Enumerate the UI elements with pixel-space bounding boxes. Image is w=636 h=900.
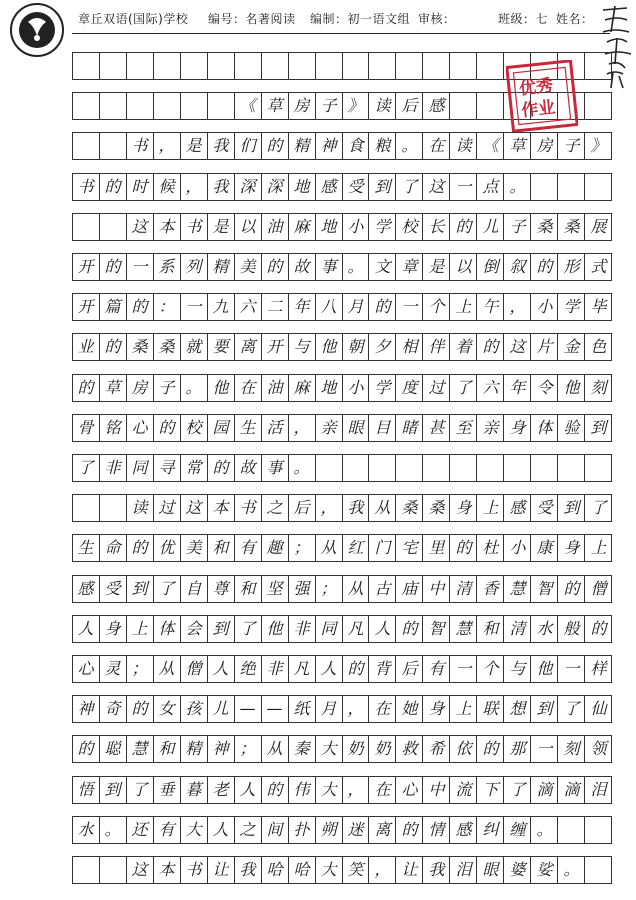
essay-line: 书 的 时 候 ， 我 深 深 地 感 受 到 了 这 一 点 。: [77, 176, 526, 196]
grid-row: [72, 374, 612, 402]
essay-line: 书 ， 是 我 们 的 精 神 食 粮 。 在 读 《 草 房 子 》: [131, 136, 607, 156]
grid-row: [72, 776, 612, 804]
essay-line: 骨 铭 心 的 校 园 生 活 ， 亲 眼 目 睹 甚 至 亲 身 体 验 到: [77, 417, 607, 437]
essay-line: 人 身 上 体 会 到 了 他 非 同 凡 人 的 智 慧 和 清 水 般 的: [77, 618, 607, 638]
grid-row: [72, 173, 612, 201]
essay-line: 读 过 这 本 书 之 后 ， 我 从 桑 桑 身 上 感 受 到 了: [131, 498, 607, 518]
essay-line: 的 草 房 子 。 他 在 油 麻 地 小 学 度 过 了 六 年 令 他 刻: [77, 377, 607, 397]
essay-line: 这 本 书 让 我 哈 哈 大 笑 ， 让 我 泪 眼 婆 娑 。: [131, 860, 580, 879]
excellent-homework-stamp-icon: [506, 60, 578, 132]
grid-row: [72, 132, 612, 160]
grid-row: [72, 735, 612, 763]
editor-label: 编制：初一语文组: [310, 12, 411, 26]
grid-row: [72, 534, 612, 562]
grid-row: [72, 414, 612, 442]
essay-line: 水 。 还 有 大 人 之 间 扑 朔 迷 离 的 情 感 纠 缠 。: [77, 819, 553, 839]
essay-line: 感 受 到 了 自 尊 和 坚 强 ； 从 古 庙 中 清 香 慧 智 的 僧: [77, 578, 607, 598]
essay-line: 的 聪 慧 和 精 神 ； 从 秦 大 奶 奶 救 希 依 的 那 一 刻 领: [77, 739, 607, 759]
essay-line: 悟 到 了 垂 暮 老 人 的 伟 大 ， 在 心 中 流 下 了 滴 滴 泪: [77, 779, 607, 799]
grid-row: [72, 333, 612, 361]
grid-row: [72, 816, 612, 844]
essay-line: 开 的 一 系 列 精 美 的 故 事 。 文 章 是 以 倒 叙 的 形 式: [77, 257, 607, 276]
essay-line: 生 命 的 优 美 和 有 趣 ； 从 红 门 宅 里 的 杜 小 康 身 上: [77, 538, 607, 558]
grid-row: [72, 253, 612, 281]
review-label: 审核：: [418, 12, 456, 26]
grid-row: [72, 615, 612, 643]
class-label: 班级：七: [498, 12, 549, 26]
essay-line: 神 奇 的 女 孩 儿 — — 纸 月 ， 在 她 身 上 联 想 到 了 仙: [77, 699, 607, 719]
header-rule: [72, 33, 610, 34]
school-logo-icon: [4, 2, 70, 58]
grid-row: [72, 213, 612, 241]
essay-line: 这 本 书 是 以 油 麻 地 小 学 校 长 的 儿 子 桑 桑 展: [131, 216, 607, 236]
school-name: 章丘双语(国际)学校: [78, 12, 189, 26]
grid-row: [72, 575, 612, 603]
grid-row: [72, 655, 612, 683]
essay-grid: [72, 52, 612, 896]
grid-row: [72, 695, 612, 723]
grid-row: [72, 454, 612, 482]
essay-line: 心 灵 ； 从 僧 人 绝 非 凡 人 的 背 后 有 一 个 与 他 一 样: [77, 659, 607, 678]
svg-text:作业: 作业: [520, 97, 557, 122]
essay-line: 业 的 桑 桑 就 要 离 开 与 他 朝 夕 相 伴 着 的 这 片 金 色: [77, 337, 607, 357]
name-label: 姓名：: [556, 12, 594, 26]
grid-row: [72, 494, 612, 522]
essay-line: 了 非 同 寻 常 的 故 事 。: [77, 458, 310, 477]
essay-line: 开 篇 的 ： 一 九 六 二 年 八 月 的 一 个 上 午 ， 小 学 毕: [77, 297, 607, 317]
grid-row: [72, 293, 612, 321]
essay-line: 《 草 房 子 》 读 后 感: [239, 96, 445, 116]
stamp-text: 优秀: [518, 75, 555, 100]
grid-row: [72, 856, 612, 884]
number-label: 编号：名著阅读: [208, 12, 296, 26]
